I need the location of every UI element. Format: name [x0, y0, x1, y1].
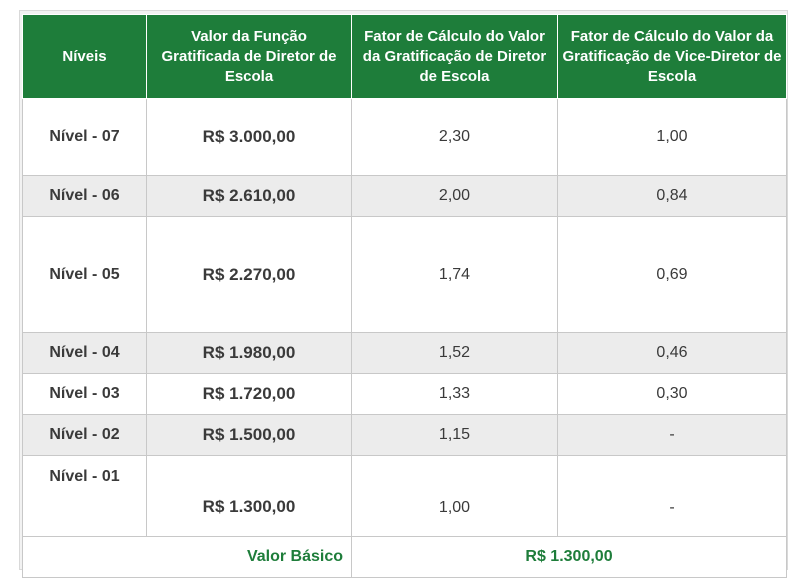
diretor-factor-cell: 1,52	[352, 333, 558, 374]
footer-row	[23, 537, 787, 578]
diretor-factor-cell: 1,00	[352, 456, 558, 537]
value-cell: R$ 2.270,00	[147, 217, 352, 333]
header-fator-diretor: Fator de Cálculo do Valor da Gratificação de Diretor de Escola	[352, 15, 558, 99]
value-cell: R$ 1.720,00	[147, 374, 352, 415]
table-row	[23, 176, 787, 217]
vice-factor-cell: -	[558, 415, 787, 456]
vice-factor-cell: 0,69	[558, 217, 787, 333]
level-cell: Nível - 07	[23, 99, 147, 176]
diretor-factor-cell: 2,30	[352, 99, 558, 176]
table-row	[23, 415, 787, 456]
vice-factor-cell: 0,30	[558, 374, 787, 415]
value-cell: R$ 2.610,00	[147, 176, 352, 217]
diretor-factor-cell: 2,00	[352, 176, 558, 217]
vice-factor-cell: 1,00	[558, 99, 787, 176]
table-row	[23, 456, 787, 537]
level-cell: Nível - 03	[23, 374, 147, 415]
header-valor-funcao: Valor da Função Gratificada de Diretor de Escola	[147, 15, 352, 99]
vice-factor-cell: -	[558, 456, 787, 537]
level-cell: Nível - 01	[23, 456, 147, 537]
level-cell: Nível - 06	[23, 176, 147, 217]
valor-basico-value: R$ 1.300,00	[352, 537, 787, 578]
level-cell: Nível - 04	[23, 333, 147, 374]
header-row	[23, 15, 787, 99]
value-cell: R$ 3.000,00	[147, 99, 352, 176]
level-cell: Nível - 05	[23, 217, 147, 333]
header-fator-vice-diretor: Fator de Cálculo do Valor da Gratificação de Vice-Diretor de Escola	[558, 15, 787, 99]
table-row	[23, 333, 787, 374]
table-row	[23, 374, 787, 415]
table-row	[23, 99, 787, 176]
value-cell: R$ 1.980,00	[147, 333, 352, 374]
value-cell: R$ 1.300,00	[147, 456, 352, 537]
level-cell: Nível - 02	[23, 415, 147, 456]
value-cell: R$ 1.500,00	[147, 415, 352, 456]
header-niveis: Níveis	[23, 15, 147, 99]
vice-factor-cell: 0,46	[558, 333, 787, 374]
vice-factor-cell: 0,84	[558, 176, 787, 217]
gratificacao-table	[22, 14, 787, 578]
valor-basico-label: Valor Básico	[23, 537, 352, 578]
diretor-factor-cell: 1,74	[352, 217, 558, 333]
table-row	[23, 217, 787, 333]
diretor-factor-cell: 1,33	[352, 374, 558, 415]
diretor-factor-cell: 1,15	[352, 415, 558, 456]
